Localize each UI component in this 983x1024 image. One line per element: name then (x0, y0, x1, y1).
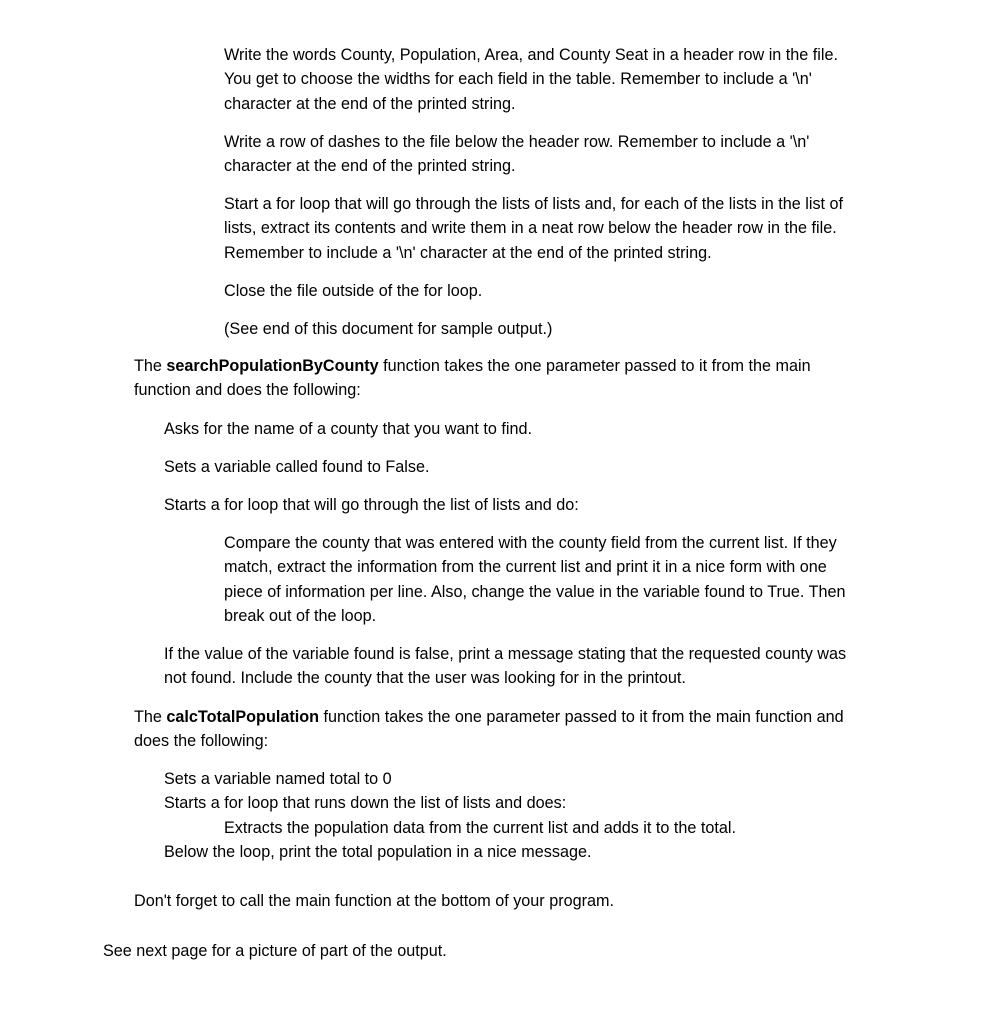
intro-prefix: The (134, 357, 167, 375)
text-line: You get to choose the widths for each field in the table. Remember to include a '\n' (224, 70, 812, 89)
calc-step-extract (224, 816, 736, 840)
text-line: does the following: (134, 732, 269, 751)
intro-prefix: The (134, 708, 167, 726)
reminder-call-main (134, 889, 614, 913)
function-name: searchPopulationByCounty (166, 357, 379, 375)
paragraph-close-file (224, 279, 482, 303)
text-line (134, 354, 811, 378)
text-line: Write the words County, Population, Area, and County Seat in a header row in the file. (224, 46, 838, 64)
text-line: If the value of the variable found is false, print a message stating that the requested county was (164, 645, 847, 663)
text-line: break out of the loop. (224, 607, 377, 626)
text-line: match, extract the information from the current list and print it in a nice form with one (224, 558, 827, 577)
text-line: Remember to include a '\n' character at the end of the printed string. (224, 243, 712, 262)
search-function-intro (134, 354, 811, 403)
search-not-found (164, 642, 846, 691)
text-line: Start a for loop that will go through the lists of lists and, for each of the lists in the list of (224, 195, 844, 213)
text-line: Don't forget to call the main function at the bottom of your program. (134, 892, 614, 910)
calc-function-intro (134, 705, 844, 754)
text-line (134, 705, 844, 729)
search-inner-compare (224, 531, 846, 629)
calc-step-total (164, 767, 566, 816)
text-line: Write a row of dashes to the file below the header row. Remember to include a '\n' (224, 133, 810, 151)
text-line: Sets a variable called found to False. (164, 458, 430, 476)
text-line: Below the loop, print the total population in a nice message. (164, 843, 592, 861)
text-line: Starts a for loop that will go through the list of lists and do: (164, 496, 579, 514)
text-line: piece of information per line. Also, change the value in the variable found to True. Then (224, 582, 846, 601)
text-line: Close the file outside of the for loop. (224, 282, 483, 300)
text-line: character at the end of the printed string. (224, 94, 516, 113)
function-name: calcTotalPopulation (166, 708, 320, 726)
text-line: Sets a variable named total to 0 (164, 770, 392, 788)
calc-step-print (164, 840, 591, 864)
paragraph-sample-output-note (224, 317, 552, 341)
text-line: See next page for a picture of part of the output. (103, 942, 447, 960)
next-page-note (103, 939, 447, 963)
text-line: character at the end of the printed string. (224, 157, 516, 176)
text-line: Compare the county that was entered with the county field from the current list. If they (224, 534, 837, 552)
text-line: (See end of this document for sample output.) (224, 320, 553, 338)
text-line: Asks for the name of a county that you want to find. (164, 420, 533, 438)
text-line: function and does the following: (134, 381, 361, 400)
paragraph-header-row (224, 43, 838, 116)
search-step-loop (164, 493, 579, 517)
paragraph-for-loop (224, 192, 843, 265)
intro-rest: function takes the one parameter passed to it from the main (378, 357, 811, 375)
intro-rest: function takes the one parameter passed to it from the main function and (319, 708, 844, 726)
paragraph-dashes-row (224, 130, 809, 179)
text-line: not found. Include the county that the user was looking for in the printout. (164, 669, 686, 688)
search-step-found-flag (164, 455, 429, 479)
text-line: lists, extract its contents and write them in a neat row below the header row in the file. (224, 219, 837, 238)
text-line: Extracts the population data from the current list and adds it to the total. (224, 819, 736, 837)
search-step-ask (164, 417, 532, 441)
text-line: Starts a for loop that runs down the list of lists and does: (164, 794, 567, 813)
